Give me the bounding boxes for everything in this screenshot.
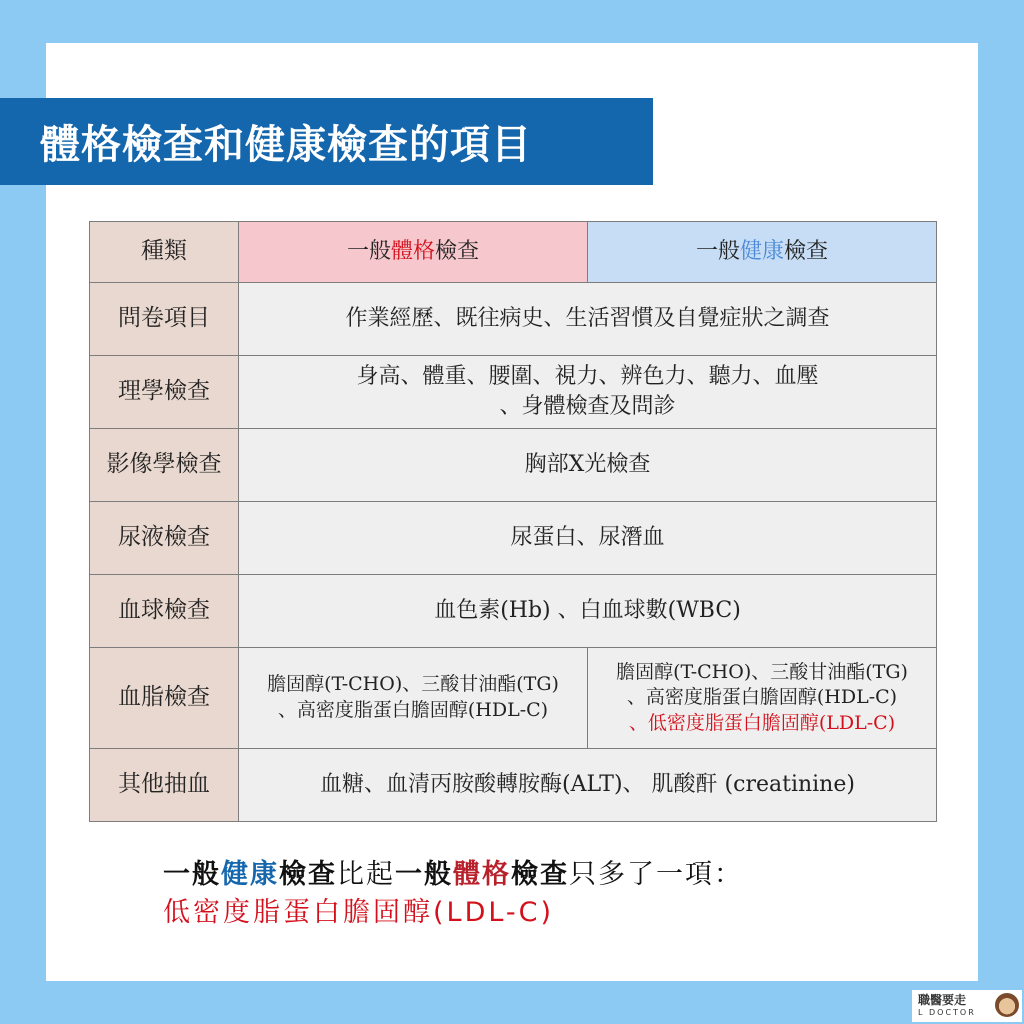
page-title: 體格檢查和健康檢查的項目 [0, 98, 653, 185]
summary-line1: 一般健康檢查比起一般體格檢查只多了一項： [163, 859, 743, 890]
table-row [90, 648, 937, 749]
row-content-body-exam: 膽固醇(T-CHO)、三酸甘油酯(TG) 、高密度脂蛋白膽固醇(HDL-C) [239, 648, 588, 749]
table-row [90, 502, 937, 575]
row-category: 影像學檢查 [90, 429, 239, 502]
row-category: 血球檢查 [90, 575, 239, 648]
row-content-health-exam: 膽固醇(T-CHO)、三酸甘油酯(TG) 、高密度脂蛋白膽固醇(HDL-C) 、低密度脂蛋白膽固醇(LDL-C) [588, 648, 937, 749]
brand-logo [912, 990, 1022, 1022]
row-category: 尿液檢查 [90, 502, 239, 575]
header-health-exam: 一般健康檢查 [588, 222, 937, 283]
row-category: 其他抽血 [90, 749, 239, 822]
table-row [90, 749, 937, 822]
row-content: 身高、體重、腰圍、視力、辨色力、聽力、血壓 、身體檢查及問診 [239, 356, 937, 429]
header-category: 種類 [90, 222, 239, 283]
table-row [90, 356, 937, 429]
logo-text: 職醫要走 [918, 993, 967, 1007]
summary-line2: 低密度脂蛋白膽固醇(LDL-C) [163, 897, 555, 928]
summary-text [163, 856, 743, 932]
header-body-exam: 一般體格檢查 [239, 222, 588, 283]
table-row [90, 283, 937, 356]
exam-items-table [89, 221, 937, 822]
row-content: 胸部X光檢查 [239, 429, 937, 502]
row-category: 血脂檢查 [90, 648, 239, 749]
row-category: 問卷項目 [90, 283, 239, 356]
dog-mascot-icon [995, 993, 1019, 1017]
table-header-row [90, 222, 937, 283]
row-content: 尿蛋白、尿潛血 [239, 502, 937, 575]
ldl-highlight: 、低密度脂蛋白膽固醇(LDL-C) [628, 711, 896, 734]
row-content: 血色素(Hb) 、白血球數(WBC) [239, 575, 937, 648]
row-content: 血糖、血清丙胺酸轉胺酶(ALT)、 肌酸酐 (creatinine) [239, 749, 937, 822]
logo-subtext: L DOCTOR [918, 1008, 976, 1017]
row-category: 理學檢查 [90, 356, 239, 429]
table-row [90, 429, 937, 502]
row-content: 作業經歷、既往病史、生活習慣及自覺症狀之調查 [239, 283, 937, 356]
table-row [90, 575, 937, 648]
